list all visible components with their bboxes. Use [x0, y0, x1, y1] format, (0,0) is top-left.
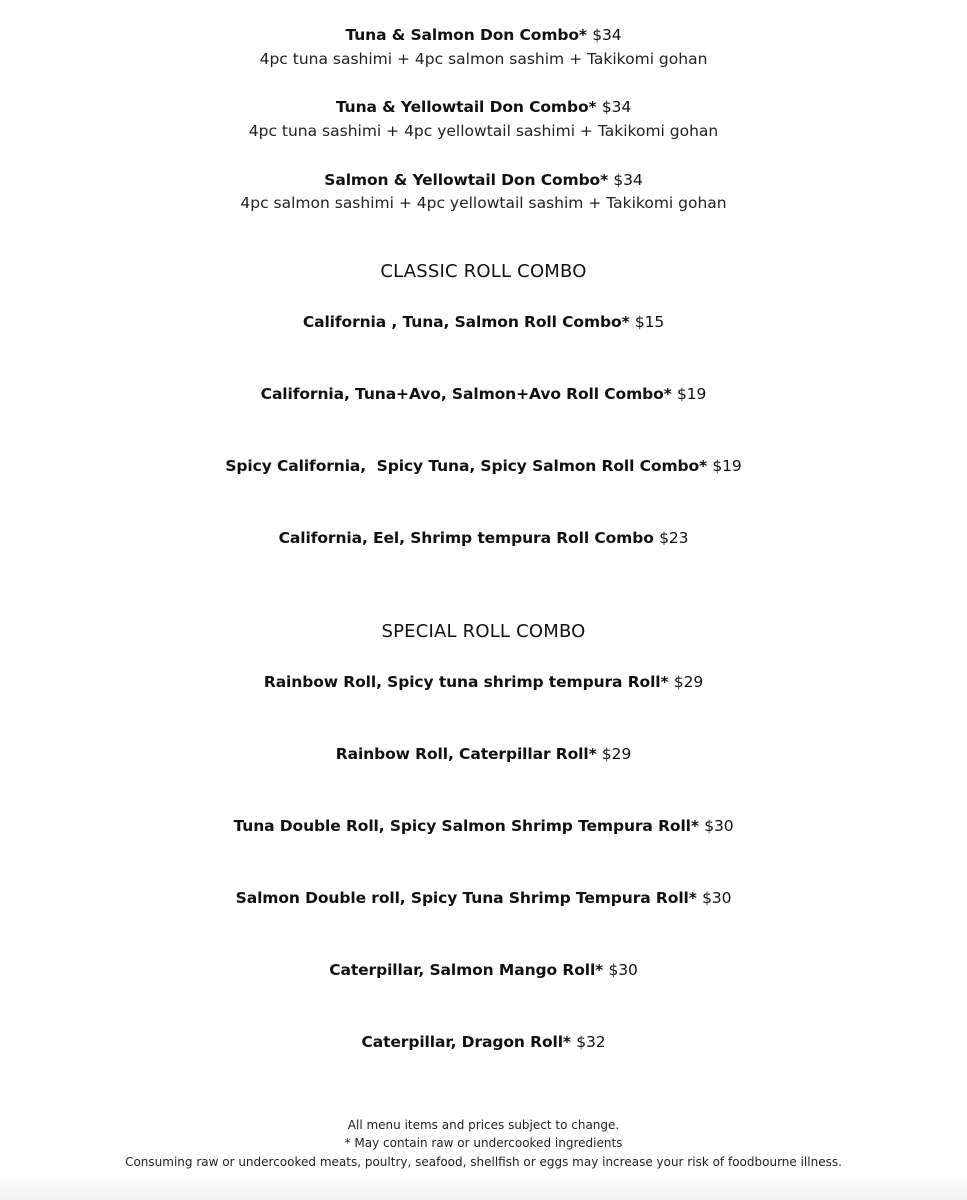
don-combo-description-3: 4pc salmon sashimi + 4pc yellowtail sashim + Takikomi gohan: [240, 194, 727, 212]
page-bottom-edge: [0, 1174, 967, 1200]
special-roll-item-5: [0, 960, 967, 980]
item-price: $29: [601, 745, 632, 763]
item-name: Salmon & Yellowtail Don Combo*: [324, 171, 609, 189]
item-price: $29: [673, 673, 704, 691]
item-name: California, Tuna+Avo, Salmon+Avo Roll Combo*: [260, 385, 672, 403]
item-price: $34: [613, 171, 643, 189]
item-name: Tuna & Salmon Don Combo*: [345, 26, 587, 44]
item-name: California, Eel, Shrimp tempura Roll Combo: [278, 529, 654, 547]
don-combo-title-2: [0, 97, 967, 117]
special-roll-item-2: [0, 744, 967, 764]
don-combo-title-3: [0, 170, 967, 190]
item-name: Caterpillar, Dragon Roll*: [361, 1033, 571, 1051]
item-name: Caterpillar, Salmon Mango Roll*: [329, 961, 604, 979]
special-roll-item-6: [0, 1032, 967, 1052]
footer-disclaimer-raw: * May contain raw or undercooked ingredients: [344, 1136, 623, 1150]
item-price: $15: [634, 313, 665, 331]
item-price: $30: [608, 961, 638, 979]
item-name: Rainbow Roll, Caterpillar Roll*: [335, 745, 597, 763]
item-price: $30: [704, 817, 734, 835]
item-name: Salmon Double roll, Spicy Tuna Shrimp Tempura Roll*: [235, 889, 697, 907]
don-combo-description-2: 4pc tuna sashimi + 4pc yellowtail sashimi + Takikomi gohan: [248, 122, 719, 140]
item-name: Tuna Double Roll, Spicy Salmon Shrimp Tempura Roll*: [233, 817, 699, 835]
classic-roll-combo-heading: CLASSIC ROLL COMBO: [380, 261, 587, 282]
classic-roll-item-3: [0, 456, 967, 476]
classic-roll-item-4: [0, 528, 967, 548]
classic-roll-item-1: [0, 312, 967, 332]
special-roll-item-4: [0, 888, 967, 908]
footer-disclaimer-prices: All menu items and prices subject to change.: [347, 1118, 620, 1132]
item-price: $19: [677, 385, 707, 403]
classic-roll-item-2: [0, 384, 967, 404]
item-price: $19: [712, 457, 742, 475]
item-price: $23: [659, 529, 689, 547]
item-price: $34: [592, 26, 622, 44]
item-name: Spicy California, Spicy Tuna, Spicy Salmon Roll Combo*: [225, 457, 708, 475]
item-price: $32: [576, 1033, 606, 1051]
item-name: California , Tuna, Salmon Roll Combo*: [302, 313, 630, 331]
item-price: $30: [702, 889, 732, 907]
item-name: Rainbow Roll, Spicy tuna shrimp tempura Roll*: [263, 673, 669, 691]
special-roll-combo-heading: SPECIAL ROLL COMBO: [381, 621, 586, 642]
don-combo-title-1: [0, 25, 967, 45]
special-roll-item-3: [0, 816, 967, 836]
special-roll-item-1: [0, 672, 967, 692]
item-name: Tuna & Yellowtail Don Combo*: [335, 98, 597, 116]
item-price: $34: [601, 98, 632, 116]
don-combo-description-1: 4pc tuna sashimi + 4pc salmon sashim + Takikomi gohan: [259, 50, 708, 68]
footer-disclaimer-health: Consuming raw or undercooked meats, poultry, seafood, shellfish or eggs may increase your risk of foodbourne illness.: [125, 1155, 842, 1169]
